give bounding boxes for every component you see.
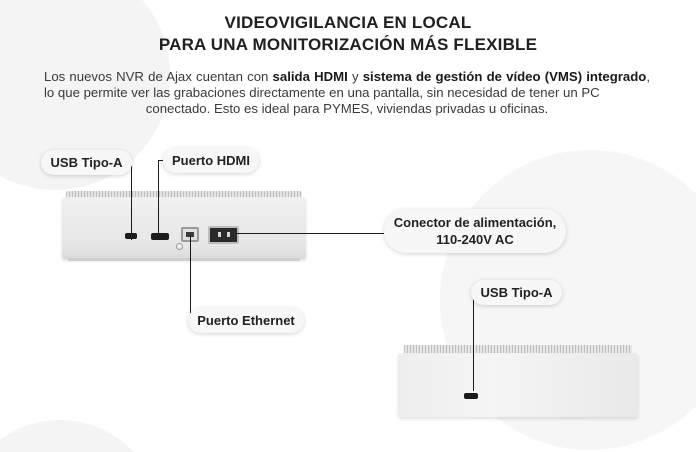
description-text: , lo que permite ver las grabaciones directamente en una pantalla, sin necesidad de tener un PC [44,69,650,100]
title-line-1: VIDEOVIGILANCIA EN LOCAL [224,13,472,32]
title-line-2: PARA UNA MONITORIZACIÓN MÁS FLEXIBLE [158,35,538,54]
description-bold: salida HDMI [272,69,348,84]
leader-line-usb-front [131,166,132,240]
power-connector [208,226,239,244]
page-title [0,12,696,56]
ground-screw [176,243,183,250]
usb-port [464,393,478,399]
description-last-line: conectado. Esto es ideal para PYMES, viviendas privadas u oficinas. [145,101,549,116]
description-bold: sistema de gestión de vídeo (VMS) integrado [362,69,647,84]
leader-line-power [236,233,384,234]
nvr-rear-view [62,191,306,259]
label-power-line-2: 110-240V AC [436,232,514,247]
description-text: Los nuevos NVR de Ajax cuentan con [44,69,273,84]
label-power-line-1: Conector de alimentación, [393,215,557,230]
label-ethernet: Puerto Ethernet [188,308,304,333]
leader-line-hdmi [158,160,159,240]
label-usb-front: USB Tipo-A [41,150,132,175]
description-text: y [347,69,363,84]
label-hdmi: Puerto HDMI [163,148,259,173]
device-body [398,353,638,417]
hdmi-port [151,233,169,240]
description [44,69,650,117]
leader-line-ethernet [190,236,191,321]
background-blob [0,420,160,452]
nvr-side-view [398,345,638,417]
device-foot [68,258,300,261]
leader-line-usb-side [473,293,474,391]
label-usb-side: USB Tipo-A [471,280,562,305]
label-power [384,209,566,253]
device-vent [404,345,632,353]
